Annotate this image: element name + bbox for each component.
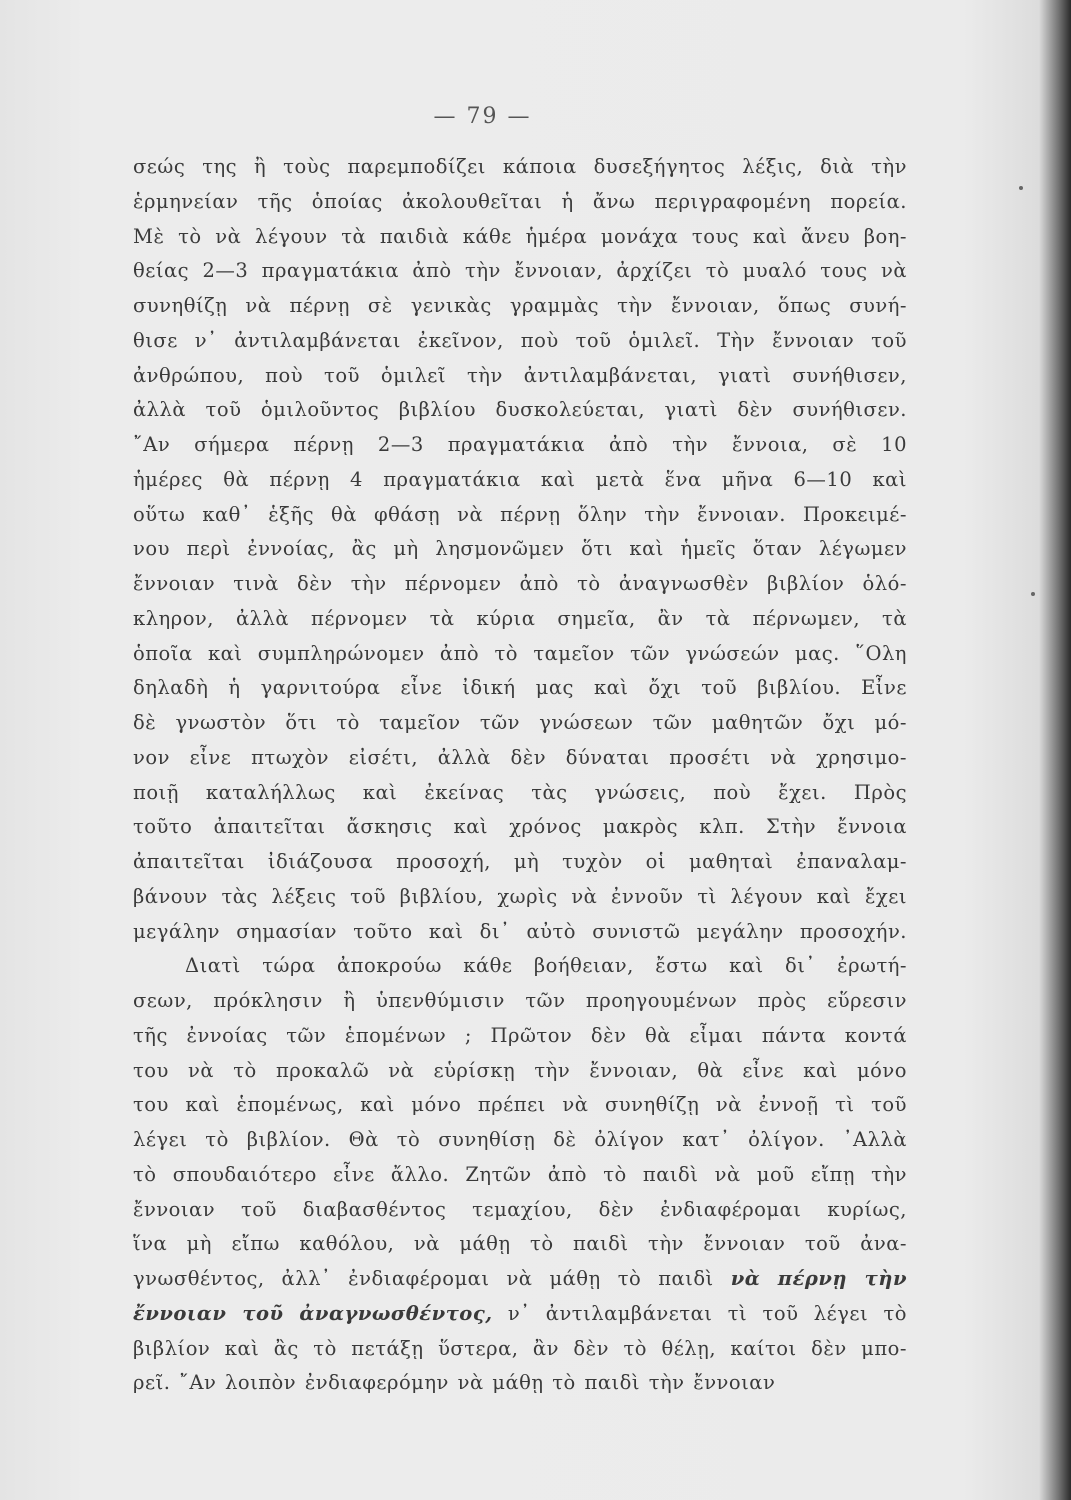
text-line: ἔννοιαν τινὰ δὲν τὴν πέρνομεν ἀπὸ τὸ ἀναγνωσθὲν βιβλίον ὁλό-: [133, 572, 907, 595]
text-line: ρεῖ. ῎Αν λοιπὸν ἐνδιαφερόμην νὰ μάθῃ τὸ παιδὶ τὴν ἔννοιαν: [133, 1371, 776, 1395]
text-line: δηλαδὴ ἡ γαρνιτούρα εἶνε ἰδική μας καὶ ὄχι τοῦ βιβλίου. Εἶνε: [133, 676, 907, 700]
paragraph-start-line: Διατὶ τώρα ἀποκρούω κάθε βοήθειαν, ἔστω καὶ δι᾿ ἐρωτή-: [185, 954, 907, 978]
text-line: λέγει τὸ βιβλίον. Θὰ τὸ συνηθίσῃ δὲ ὀλίγον κατ᾿ ὀλίγον. ᾿Αλλὰ: [133, 1128, 907, 1151]
text-line: νον εἶνε πτωχὸν εἰσέτι, ἀλλὰ δὲν δύναται προσέτι νὰ χρησιμο-: [133, 745, 907, 769]
text-line: τῆς ἐννοίας τῶν ἑπομένων ; Πρῶτον δὲν θὰ εἶμαι πάντα κοντά: [133, 1023, 907, 1047]
text-line: του καὶ ἑπομένως, καὶ μόνο πρέπει νὰ συνηθίζῃ νὰ ἐννοῇ τὶ τοῦ: [133, 1093, 907, 1117]
text-line: σεώς της ἢ τοὺς παρεμποδίζει κάποια δυσεξήγητος λέξις, διὰ τὴν: [133, 155, 907, 178]
body-text: [133, 150, 907, 1401]
text-line: ῎Αν σήμερα πέρνῃ 2—3 πραγματάκια ἀπὸ τὴν ἔννοια, σὲ 10: [133, 433, 907, 456]
dust-speck: [1031, 592, 1035, 596]
text-line: ἀλλὰ τοῦ ὁμιλοῦντος βιβλίου δυσκολεύεται, γιατὶ δὲν συνήθισεν.: [133, 398, 907, 422]
text-line: βιβλίον καὶ ἂς τὸ πετάξῃ ὕστερα, ἂν δὲν τὸ θέλῃ, καίτοι δὲν μπο-: [133, 1336, 907, 1360]
text-line: νου περὶ ἐννοίας, ἂς μὴ λησμονῶμεν ὅτι καὶ ἡμεῖς ὅταν λέγωμεν: [133, 537, 907, 561]
text-line: δὲ γνωστὸν ὅτι τὸ ταμεῖον τῶν γνώσεων τῶν μαθητῶν ὄχι μό-: [133, 711, 907, 734]
text-line: θισε ν᾿ ἀντιλαμβάνεται ἐκεῖνον, ποὺ τοῦ ὁμιλεῖ. Τὴν ἔννοιαν τοῦ: [133, 328, 907, 352]
text-line: ἔννοιαν τοῦ διαβασθέντος τεμαχίου, δὲν ἐνδιαφέρομαι κυρίως,: [133, 1197, 907, 1221]
text-line: του νὰ τὸ προκαλῶ νὰ εὑρίσκῃ τὴν ἔννοιαν, θὰ εἶνε καὶ μόνο: [133, 1058, 907, 1082]
text-line: ποιῇ καταλήλλως καὶ ἐκείνας τὰς γνώσεις, ποὺ ἔχει. Πρὸς: [133, 780, 907, 804]
page-number: — 79 —: [433, 104, 532, 129]
text-line: Μὲ τὸ νὰ λέγουν τὰ παιδιὰ κάθε ἡμέρα μονάχα τους καὶ ἄνευ βοη-: [133, 224, 907, 248]
text-line: ἀνθρώπου, ποὺ τοῦ ὁμιλεῖ τὴν ἀντιλαμβάνεται, γιατὶ συνήθισεν,: [133, 363, 907, 387]
text-line: οὕτω καθ᾿ ἑξῆς θὰ φθάσῃ νὰ πέρνῃ ὅλην τὴν ἔννοιαν. Προκειμέ-: [133, 502, 907, 526]
text-line: ἵνα μὴ εἴπω καθόλου, νὰ μάθῃ τὸ παιδὶ τὴν ἔννοιαν τοῦ ἀνα-: [133, 1232, 907, 1256]
text-line: μεγάλην σημασίαν τοῦτο καὶ δι᾿ αὐτὸ συνιστῶ μεγάλην προσοχήν.: [133, 919, 907, 943]
text-line: τὸ σπουδαιότερο εἶνε ἄλλο. Ζητῶν ἀπὸ τὸ παιδὶ νὰ μοῦ εἴπῃ τὴν: [133, 1162, 907, 1186]
text-line: τοῦτο ἀπαιτεῖται ἄσκησις καὶ χρόνος μακρὸς κλπ. Στὴν ἔννοια: [133, 815, 907, 839]
line-text: ν᾿ ἀντιλαμβάνεται τὶ τοῦ λέγει τὸ: [507, 1301, 907, 1325]
text-line: [133, 1297, 907, 1332]
text-line: βάνουν τὰς λέξεις τοῦ βιβλίου, χωρὶς νὰ ἐννοῦν τὶ λέγουν καὶ ἔχει: [133, 884, 907, 908]
text-line: ἑρμηνείαν τῆς ὁποίας ἀκολουθεῖται ἡ ἄνω περιγραφομένη πορεία.: [133, 189, 907, 213]
text-line: συνηθίζῃ νὰ πέρνῃ σὲ γενικὰς γραμμὰς τὴν ἔννοιαν, ὅπως συνή-: [133, 294, 907, 317]
text-line: ἀπαιτεῖται ἰδιάζουσα προσοχή, μὴ τυχὸν οἱ μαθηταὶ ἐπαναλαμ-: [133, 850, 907, 873]
emphasis-text: ἔννοιαν τοῦ ἀναγνωσθέντος,: [133, 1301, 493, 1325]
text-line: ὁποῖα καὶ συμπληρώνομεν ἀπὸ τὸ ταμεῖον τῶν γνώσεών μας. ῞Ολη: [133, 641, 907, 665]
text-line: κληρον, ἀλλὰ πέρνομεν τὰ κύρια σημεῖα, ἂν τὰ πέρνωμεν, τὰ: [133, 606, 907, 630]
line-text: γνωσθέντος, ἀλλ᾿ ἐνδιαφέρομαι νὰ μάθῃ τὸ παιδὶ: [133, 1267, 714, 1290]
dust-speck: [1019, 186, 1023, 190]
text-line: [133, 1262, 907, 1297]
text-line: ἡμέρες θὰ πέρνῃ 4 πραγματάκια καὶ μετὰ ἕνα μῆνα 6—10 καὶ: [133, 467, 907, 491]
emphasis-text: νὰ πέρνῃ τὴν: [730, 1267, 907, 1290]
text-line: σεων, πρόκλησιν ἢ ὑπενθύμισιν τῶν προηγουμένων πρὸς εὕρεσιν: [133, 989, 907, 1012]
text-line: θείας 2—3 πραγματάκια ἀπὸ τὴν ἔννοιαν, ἀρχίζει τὸ μυαλό τους νὰ: [133, 259, 907, 283]
